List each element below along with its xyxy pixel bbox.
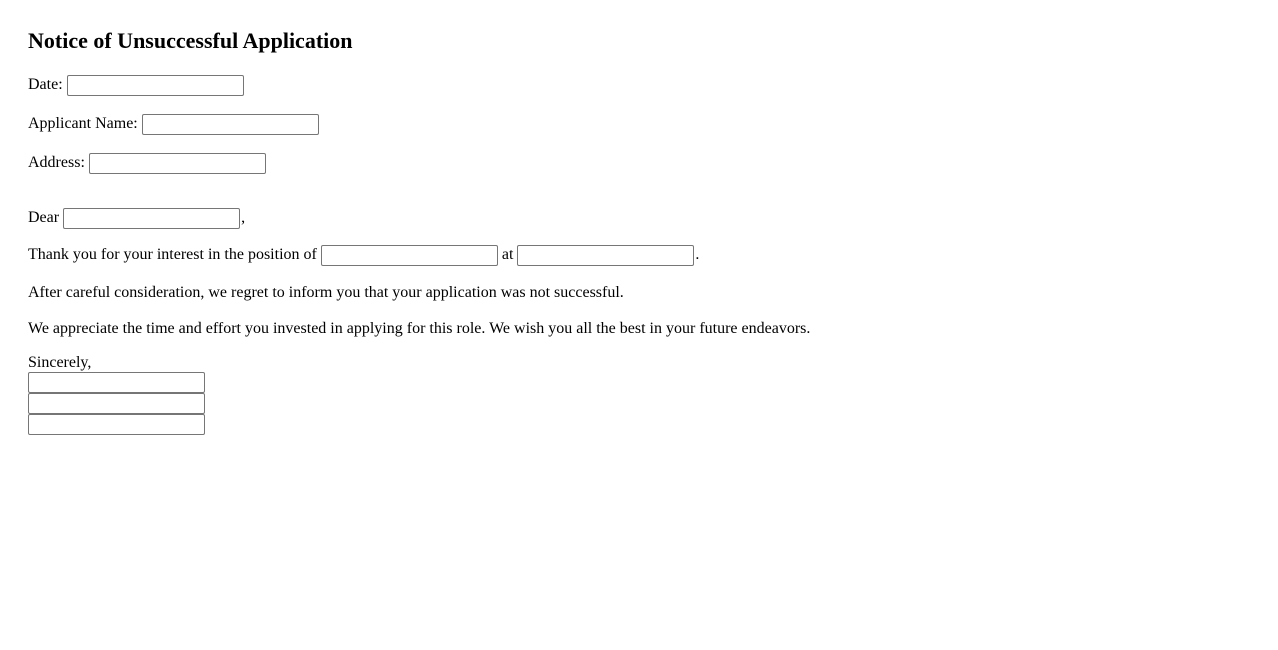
applicant-name-input[interactable]: [142, 114, 319, 135]
position-input[interactable]: [321, 245, 498, 266]
thank-you-text: Thank you for your interest in the position of: [28, 246, 317, 263]
recipient-name-input[interactable]: [63, 208, 240, 229]
applicant-name-label: Applicant Name:: [28, 115, 138, 132]
address-label: Address:: [28, 154, 85, 171]
appreciation-text: We appreciate the time and effort you invested in applying for this role. We wish you all the best in your future endeavors.: [28, 320, 811, 337]
address-row: [28, 152, 266, 174]
closing-text: Sincerely,: [28, 354, 92, 371]
signature-name-input[interactable]: [28, 372, 205, 393]
signature-block: [28, 372, 205, 435]
company-input[interactable]: [517, 245, 694, 266]
position-period: .: [695, 246, 700, 263]
date-label: Date:: [28, 76, 63, 93]
applicant-name-row: [28, 113, 319, 135]
closing-row: [28, 352, 91, 374]
signature-company-input[interactable]: [28, 414, 205, 435]
page-title: Notice of Unsuccessful Application: [28, 28, 353, 53]
signature-title-input[interactable]: [28, 393, 205, 414]
at-text: at: [501, 246, 514, 263]
result-text: After careful consideration, we regret to inform you that your application was not successful.: [28, 284, 624, 301]
position-row: [28, 244, 699, 266]
salutation-comma: ,: [241, 209, 246, 226]
appreciation-paragraph: [28, 318, 810, 340]
salutation-label: Dear: [28, 209, 60, 226]
address-input[interactable]: [89, 153, 266, 174]
result-paragraph: [28, 282, 624, 304]
date-input[interactable]: [67, 75, 244, 96]
date-row: [28, 74, 244, 96]
salutation-row: [28, 207, 245, 229]
